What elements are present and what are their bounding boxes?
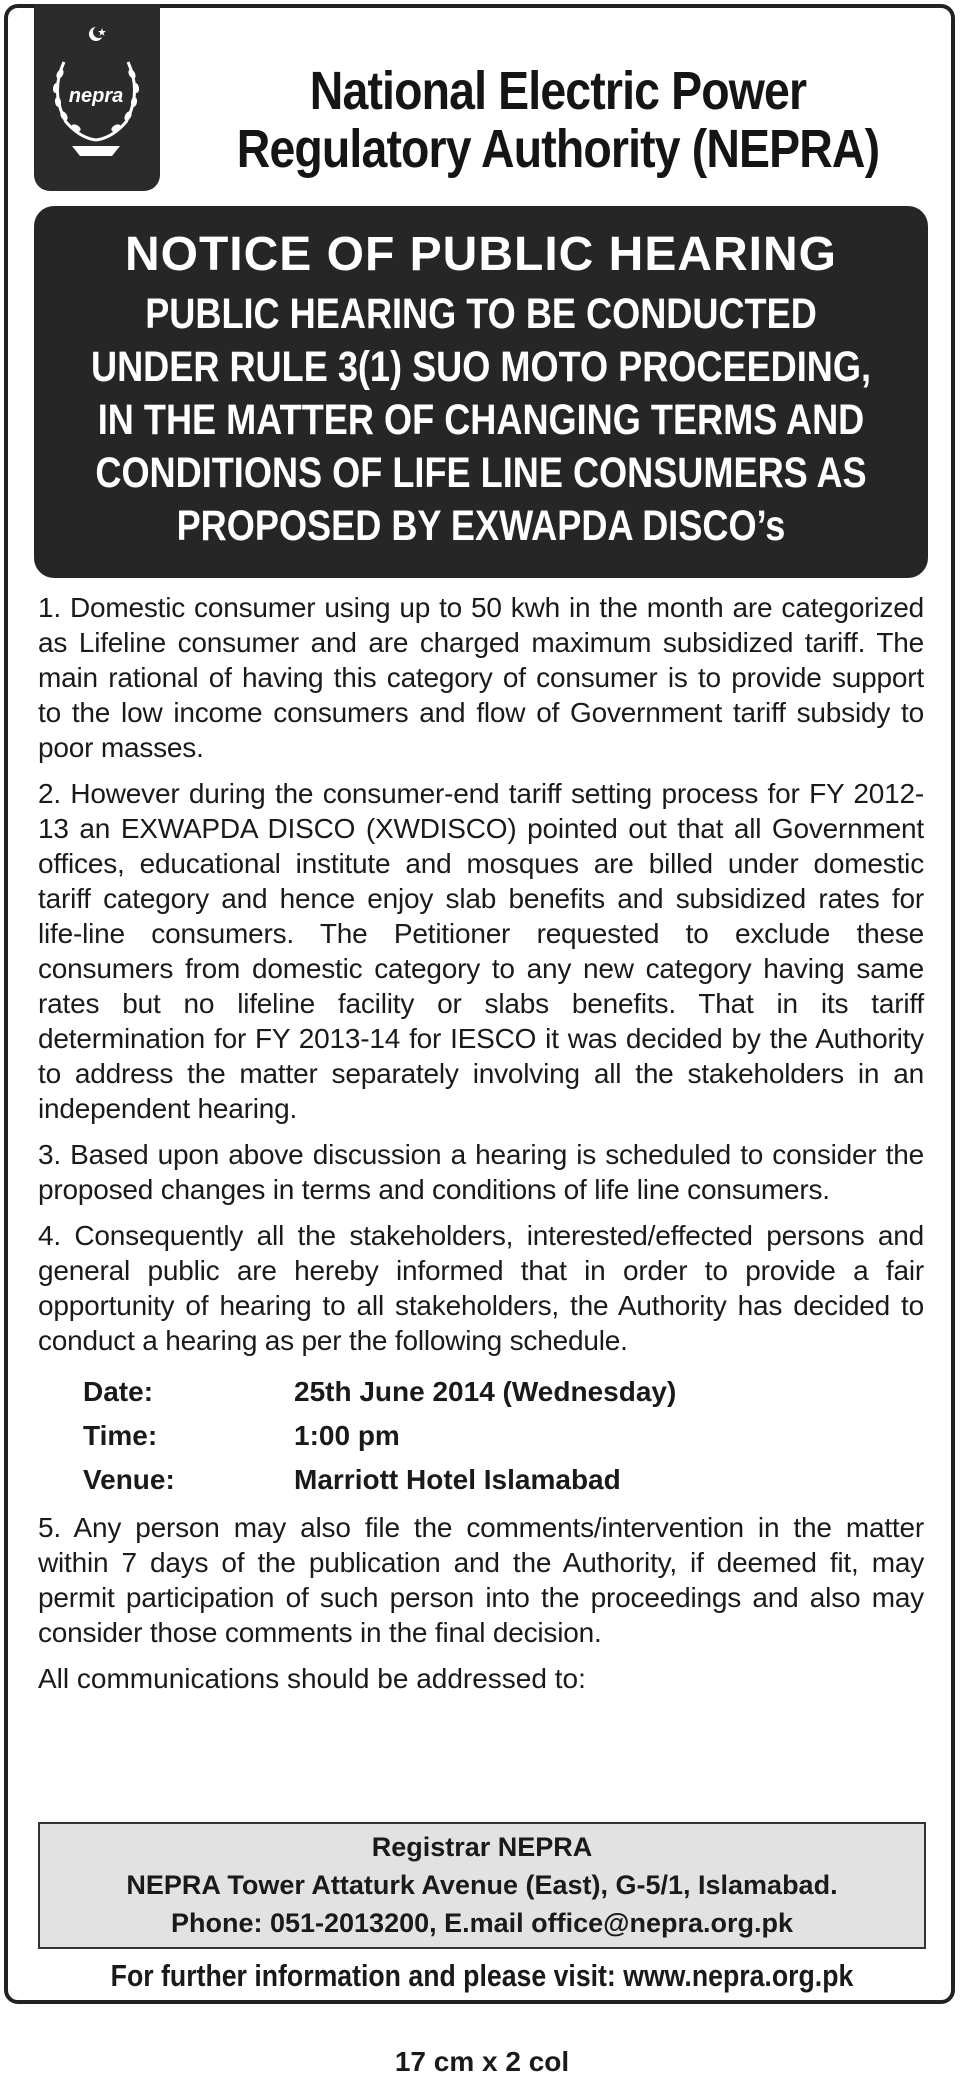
schedule-value: 25th June 2014 (Wednesday) bbox=[294, 1376, 677, 1407]
paragraph-4: 4. Consequently all the stakeholders, interested/effected persons and general public are hereby informed that in order to provide a fair opportunity of hearing to all stakeholders, the Authority has decided to conduct a hearing as per the following schedule. bbox=[38, 1220, 924, 1356]
closing-line: All communications should be addressed to: bbox=[38, 1663, 586, 1694]
schedule-value: Marriott Hotel Islamabad bbox=[294, 1464, 621, 1495]
hearing-schedule bbox=[38, 1370, 924, 1502]
org-title-line1: National Electric Power bbox=[309, 61, 807, 121]
schedule-label: Time: bbox=[83, 1420, 158, 1451]
schedule-value: 1:00 pm bbox=[294, 1420, 400, 1451]
logo-text: nepra bbox=[68, 85, 124, 107]
banner-subtitle-line: UNDER RULE 3(1) SUO MOTO PROCEEDING, bbox=[90, 343, 871, 391]
banner-subtitle-line: CONDITIONS OF LIFE LINE CONSUMERS AS bbox=[95, 449, 867, 497]
org-title-line2: Regulatory Authority (NEPRA) bbox=[236, 119, 880, 179]
nepra-logo bbox=[42, 22, 152, 172]
paragraph-3: 3. Based upon above discussion a hearing is scheduled to consider the proposed changes in terms and conditions of life line consumers. bbox=[38, 1139, 924, 1205]
schedule-row-date bbox=[38, 1370, 924, 1414]
address-line2: NEPRA Tower Attaturk Avenue (East), G-5/1, Islamabad. bbox=[126, 1870, 838, 1900]
schedule-label: Date: bbox=[83, 1376, 154, 1407]
size-note: 17 cm x 2 col bbox=[394, 2046, 570, 2077]
address-box bbox=[38, 1822, 926, 1949]
further-info: For further information and please visit: www.nepra.org.pk bbox=[110, 1958, 854, 1993]
address-line1: Registrar NEPRA bbox=[371, 1832, 593, 1862]
banner-title: NOTICE OF PUBLIC HEARING bbox=[124, 228, 837, 281]
paragraph-2: 2. However during the consumer-end tariff setting process for FY 2012-13 an EXWAPDA DISCO (XWDISCO) pointed out that all Government offices, educational institute and mosques are billed under domestic tariff category and hence enjoy slab benefits and subsidized rates for life-line consumers. The Petitioner requested to exclude these consumers from domestic category to any new category having same rates but no lifeline facility or slabs benefits. That in its tariff determination for FY 2013-14 for IESCO it was decided by the Authority to address the matter separately involving all the stakeholders in an independent hearing. bbox=[38, 778, 924, 1124]
banner-subtitle bbox=[44, 288, 918, 553]
banner-subtitle-line: PROPOSED BY EXWAPDA DISCO’s bbox=[176, 502, 786, 550]
org-title bbox=[231, 62, 885, 178]
schedule-label: Venue: bbox=[83, 1464, 175, 1495]
logo-tab bbox=[34, 4, 160, 191]
paragraph-1: 1. Domestic consumer using up to 50 kwh in the month are categorized as Lifeline consumer and are charged maximum subsidized tariff. The main rational of having this category of consumer is to provide support to the low income consumers and flow of Government tariff subsidy to poor masses. bbox=[38, 592, 924, 763]
schedule-row-venue bbox=[38, 1458, 924, 1502]
notice-banner bbox=[34, 206, 928, 578]
banner-subtitle-line: IN THE MATTER OF CHANGING TERMS AND bbox=[97, 396, 865, 444]
banner-subtitle-line: PUBLIC HEARING TO BE CONDUCTED bbox=[145, 290, 817, 338]
schedule-row-time bbox=[38, 1414, 924, 1458]
notice-body bbox=[38, 590, 924, 1696]
address-line3: Phone: 051-2013200, E.mail office@nepra.org.pk bbox=[170, 1908, 794, 1938]
paragraph-5: 5. Any person may also file the comments/intervention in the matter within 7 days of the publication and the Authority, if deemed fit, may permit participation of such person into the proceedings and also may consider those comments in the final decision. bbox=[38, 1512, 924, 1648]
